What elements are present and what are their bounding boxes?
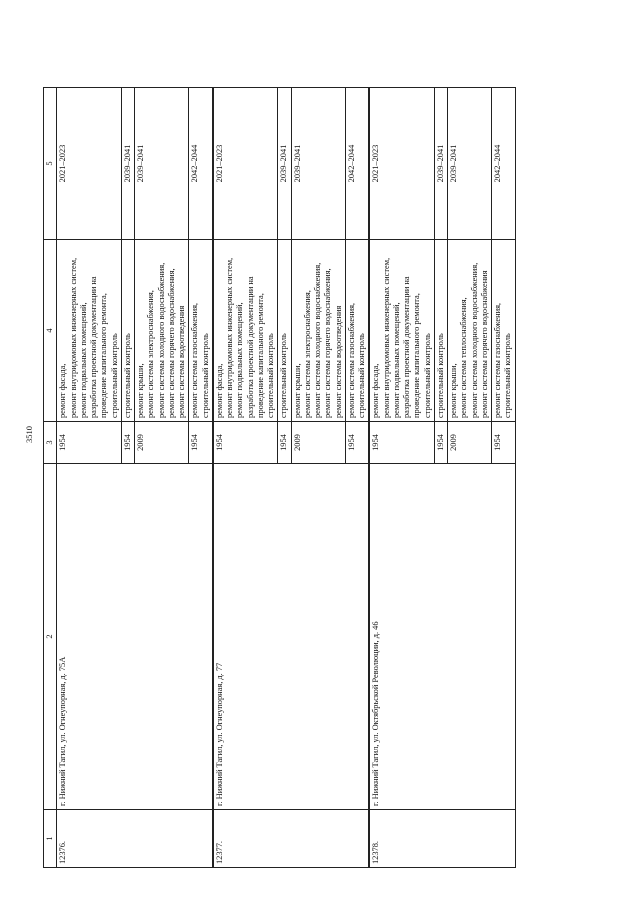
work-item: ремонт системы газоснабжения, [346, 302, 356, 418]
works-cell [278, 240, 291, 422]
work-item: ремонт системы водоотведения [333, 305, 343, 418]
year-cell: 1954 [213, 422, 278, 464]
table-header-row [44, 88, 57, 868]
work-item: ремонт системы горячего водоснабжения [479, 270, 489, 418]
work-item: ремонт системы газоснабжения, [493, 302, 502, 418]
year-cell: 1954 [345, 422, 369, 464]
period-cell: 2039–2041 [121, 88, 134, 240]
work-item: строительный контроль [200, 333, 210, 418]
record-address: г. Нижний Тагил, ул. Огнеупорная, д. 75А [57, 464, 213, 810]
period-cell: 2021–2023 [369, 88, 434, 240]
work-item: строительный контроль [109, 333, 119, 418]
work-item: ремонт системы холодного водоснабжения, [156, 262, 166, 418]
period-cell: 2021–2023 [57, 88, 122, 240]
column-header: 4 [44, 240, 57, 422]
record-address: г. Нижний Тагил, ул. Огнеупорная, д. 77 [213, 464, 370, 810]
works-cell [57, 240, 122, 422]
period-cell: 2042–2044 [189, 88, 213, 240]
year-cell: 1954 [189, 422, 213, 464]
work-item: ремонт внутридомовых инженерных систем, [68, 257, 78, 418]
work-item: ремонт системы холодного водоснабжения, [469, 262, 479, 418]
repair-schedule-table [43, 87, 516, 868]
work-item: ремонт крыши, [136, 363, 145, 418]
work-item: ремонт крыши, [449, 363, 458, 418]
work-item: ремонт подвальных помещений, [391, 302, 401, 418]
record-address: г. Нижний Тагил, ул. Октябрьской Революции, д. 46 [369, 464, 515, 810]
period-cell: 2039–2041 [278, 88, 291, 240]
work-item: ремонт системы горячего водоснабжения, [166, 268, 176, 418]
work-item: строительный контроль [435, 333, 445, 418]
work-item: ремонт внутридомовых инженерных систем, [381, 257, 391, 418]
work-item: ремонт фасада, [214, 363, 224, 418]
works-cell [291, 240, 345, 422]
year-cell: 1954 [278, 422, 291, 464]
work-item: ремонт системы газоснабжения, [190, 302, 200, 418]
work-item: строительный контроль [357, 333, 366, 418]
column-header: 5 [44, 88, 57, 240]
year-cell: 2009 [291, 422, 345, 464]
work-item: ремонт системы горячего водоснабжения, [323, 268, 333, 418]
works-cell [189, 240, 213, 422]
work-item: разработка проектной документации на [89, 276, 98, 418]
works-cell [135, 240, 189, 422]
year-cell: 1954 [121, 422, 134, 464]
work-item: ремонт системы водоотведения [177, 305, 186, 418]
work-item: ремонт фасада, [371, 363, 381, 418]
work-item: строительный контроль [503, 333, 513, 418]
works-cell [213, 240, 278, 422]
year-cell: 1954 [492, 422, 516, 464]
year-cell: 1954 [57, 422, 122, 464]
period-cell: 2042–2044 [492, 88, 516, 240]
record-number: 12378. [369, 810, 515, 868]
work-item: ремонт подвальных помещений, [235, 302, 245, 418]
table-row [369, 88, 434, 868]
works-cell [121, 240, 134, 422]
work-item: ремонт системы теплоснабжения, [459, 297, 469, 418]
work-item: ремонт крыши, [292, 363, 302, 418]
year-cell: 1954 [434, 422, 447, 464]
work-item: строительный контроль [266, 333, 275, 418]
year-cell: 1954 [369, 422, 434, 464]
works-cell [448, 240, 492, 422]
period-cell: 2039–2041 [448, 88, 492, 240]
work-item: ремонт системы электроснабжения, [146, 290, 156, 418]
year-cell: 2009 [135, 422, 189, 464]
period-cell: 2039–2041 [434, 88, 447, 240]
work-item: строительный контроль [122, 333, 132, 418]
record-number: 12376. [57, 810, 213, 868]
year-cell: 2009 [448, 422, 492, 464]
period-cell: 2039–2041 [291, 88, 345, 240]
work-item: проведение капитального ремонта, [255, 293, 265, 418]
table-body [57, 88, 515, 868]
work-item: ремонт подвальных помещений, [78, 302, 88, 418]
work-item: проведение капитального ремонта, [412, 293, 422, 418]
record-number: 12377. [213, 810, 370, 868]
work-item: ремонт фасада, [58, 363, 68, 418]
column-header: 3 [44, 422, 57, 464]
table-row [213, 88, 278, 868]
column-header: 2 [44, 464, 57, 810]
work-item: разработка проектной документации на [245, 276, 255, 418]
page-number: 3510 [24, 426, 34, 443]
period-cell: 2042–2044 [345, 88, 369, 240]
work-item: строительный контроль [279, 333, 289, 418]
work-item: ремонт системы холодного водоснабжения, [313, 262, 322, 418]
work-item: строительный контроль [422, 333, 432, 418]
works-cell [369, 240, 434, 422]
period-cell: 2021–2023 [213, 88, 278, 240]
rotated-page [43, 88, 565, 868]
table-row [57, 88, 122, 868]
works-cell [345, 240, 369, 422]
period-cell: 2039–2041 [135, 88, 189, 240]
work-item: ремонт внутридомовых инженерных систем, [225, 257, 234, 418]
column-header: 1 [44, 810, 57, 868]
works-cell [492, 240, 516, 422]
work-item: разработка проектной документации на [402, 276, 411, 418]
works-cell [434, 240, 447, 422]
work-item: проведение капитального ремонта, [99, 293, 109, 418]
work-item: ремонт системы электроснабжения, [302, 290, 312, 418]
